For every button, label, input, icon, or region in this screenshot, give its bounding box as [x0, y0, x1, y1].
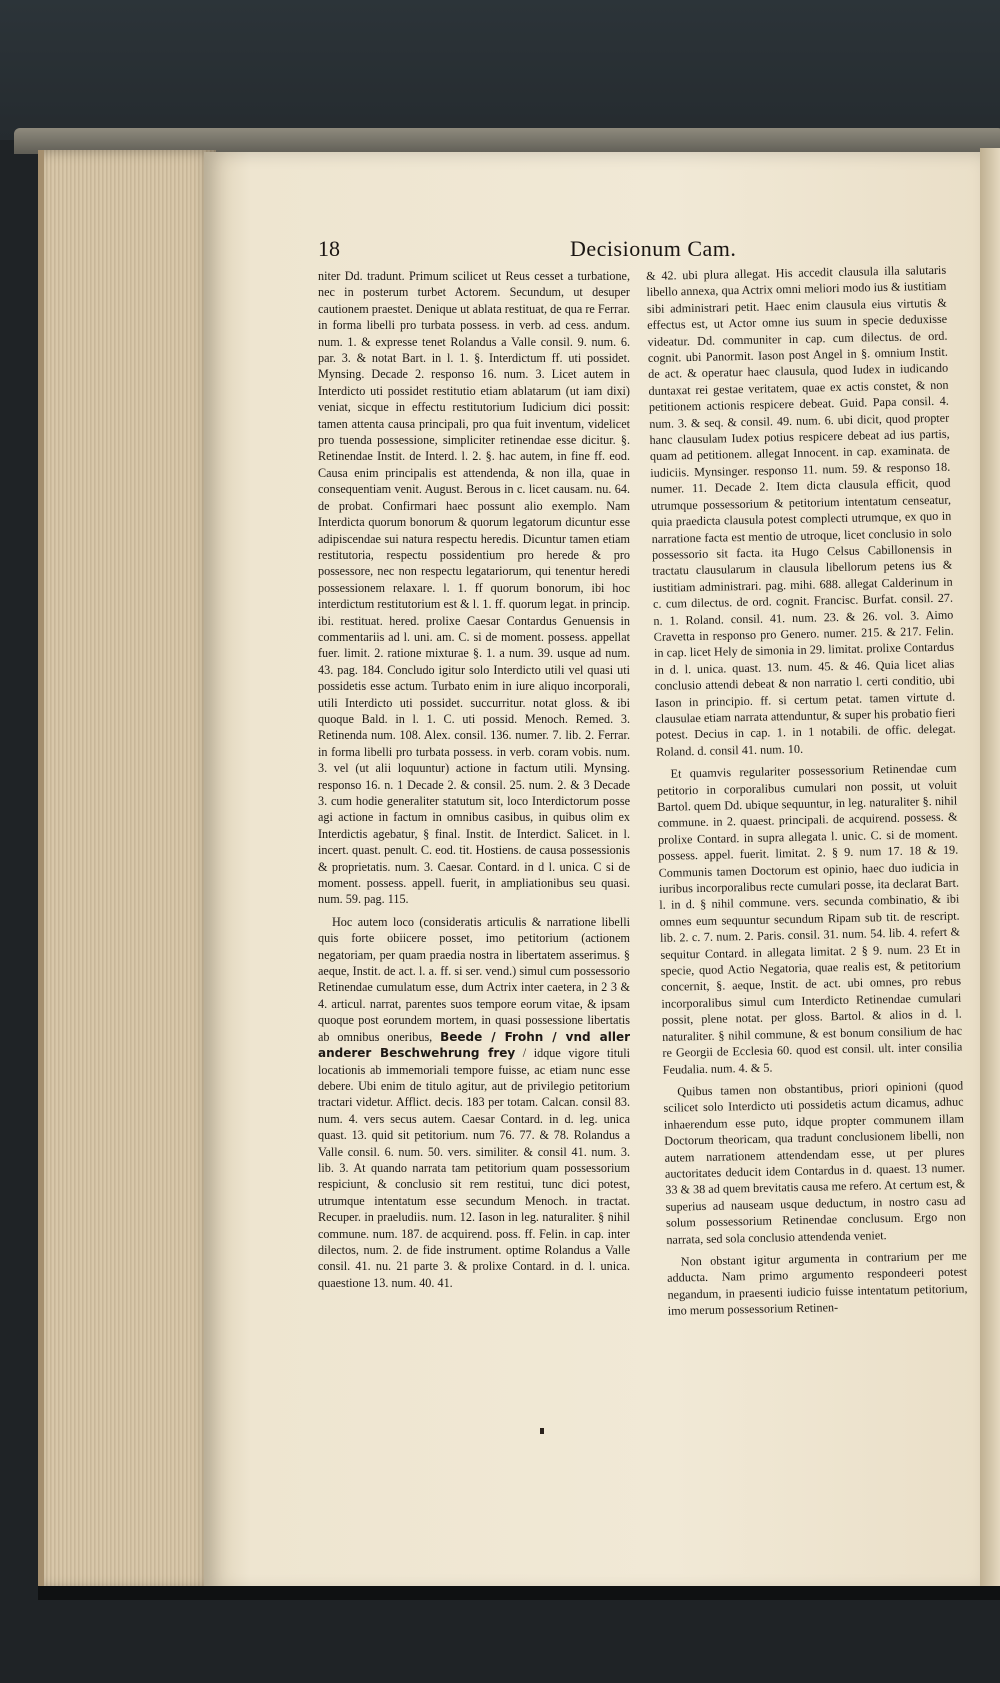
paragraph-text: / idque vigore tituli locationis ab immemoriali tempore fuisse, ac etiam nunc esse debere. Ubi enim de titulo agitur, aut de privilegio petitorium tractari videtur. Afflict. decis. 183 per totam. Calcan. consil 83. num. 4. vers secus autem. Caesar Contard. in d. leg. unica quast. 13. quid sit petitorium. num 76. 77. & 78. Rolandus a Valle consil. 6. num. 50. vers. similiter. & consil 41. num. 3. lib. 3. At quando narrata tam petitorium quam possessorium respiciunt, & conclusio sit rem restitui, tunc dici potest, utrumque intentatum esse secundum Menoch. in tractat. Recuper. in praeludiis. num. 12. Iason in leg. naturaliter. § nihil commune. num. 187. de acquirend. poss. ff. Felin. in cap. inter dilectos, num. 2. de fide instrument. optime Rolandus a Valle consil. 41. nu. 21 parte 3. & prolixe Contard. in d. l. unica. quaestione 13. num. 40. 41. — [318, 1046, 630, 1290]
backdrop — [0, 0, 1000, 140]
book-bottom-shadow — [38, 1586, 1000, 1600]
paragraph: Quibus tamen non obstantibus, priori opinioni (quod scilicet solo Interdicto uti possidetis actum dicamus, adhuc inhaerendum esse puto, idque propter communem illam Doctorum theoricam, qua tradunt conclusionem libelli, non autem narrationem attendendam esse, ut per plures auctoritates deducit idem Contardus in d. quaest. 13 numer. 33 & 38 ad quem brevitatis causa me refero. At certum est, & superius ad nauseam usque deductum, in nostro casu ad solum possessorium Retinendae conclusum. Ergo non narrata, sed sola conclusio attendenda veniet. — [663, 1078, 967, 1247]
paragraph: niter Dd. tradunt. Primum scilicet ut Reus cesset a turbatione, nec in posterum turbet Actorem. Secundum, ut desuper cautionem praestet. Denique ut ablata restituat, de qua re Ferrar. in forma libelli pro turbata possess. in verb. ad cess. andum. num. 1. & expresse tenet Rolandus a Valle consil. 9. num. 6. par. 3. & notat Bart. in l. 1. §. Interdictum ff. uti possidet. Mynsing. Decade 2. responso 16. num. 3. Licet autem in Interdicto uti possidet restitutio etiam ablatarum (ut iam dixi) veniat, sicque in effectu restitutorium Iudicium dici possit: tamen attenta causa principali, pro qua fuit inventum, videlicet pro tuenda possessione, simpliciter retinendae esse dicitur. §. Retinendae Instit. de Interd. l. 2. §. hac autem, in fine ff. eod. Causa enim principalis est attendenda, & non illa, quae in consequentiam venit. August. Berous in c. licet causam. nu. 64. de probat. Confirmari haec possunt alio exemplo. Nam Interdicta quorum bonorum & quorum legatorum dicuntur esse adipiscendae sui natura respectu heredis. Dicuntur tamen etiam restitutoria, respectu possidentium pro herede & pro possessore, nec non respectu legatariorum, qui tenentur heredi possessionem relaxare. l. 1. ff quorum bonorum, ibi hoc interdictum restitutorium est & l. 1. ff. quorum legat. in princip. ibi. restituat. hered. prolixe Caesar Contardus Genuensis in commentariis ad l. uni. am. C. si de moment. possess. appellat fuer. limit. 2. ratione mixturae §. 1. a num. 39. usque ad num. 43. pag. 184. Concludo igitur solo Interdicto utili vel quasi uti possidetis esse actum. Turbato enim in iure aliquo incorporali, utili Interdicto uti possidet. succurritur. notat gloss. & ibi quoque Bald. in l. 1. C. uti possid. Menoch. Remed. 3. Retinenda num. 108. Alex. consil. 136. numer. 7. lib. 2. Ferrar. in forma libelli pro turbata possess. in verb. coram vobis. num. 3. vel (ut alii loquuntur) actione in factum utili. Mynsing. responso 16. n. 1 Decade 2. & consil. 25. num. 2. & 3 Decade 3. cum hodie generaliter statutum sit, loco Interdictorum posse agi actione in factum in omnibus casibus, in quibus olim ex Interdictis agebatur, § final. Instit. de Interdict. Salicet. in l. incert. quast. penult. C. eod. tit. Hostiens. de causa possessionis & proprietatis. num. 3. Caesar. Contard. in d l. unica. C si de moment. possess. appell. fuerit, in ampliationibus seu quasi. num. 59. pag. 115. — [318, 269, 630, 907]
text-column-left — [318, 268, 630, 1404]
facing-page-edge — [980, 148, 1000, 1593]
paragraph: Et quamvis regulariter possessorium Retinendae cum petitorio in corporalibus cumulari non possit, ut voluit Bartol. quem Dd. ubique sequuntur, in leg. naturaliter §. nihil commune. in 2. quaest. principali. de acquirend. possess. & prolixe Contard. in supra allegata l. unic. C. si de moment. possess. appel. fuerit. limitat. 2. § 9. num 17. 18 & 19. Communis tamen Doctorum est opinio, haec duo iudicia in iuribus incorporalibus recte cumulari posse, ita declarat Bart. l. in d. § nihil commune. vers. secunda combinatio, & ibi omnes eum sequuntur secundum Ripam sub tit. de rescript. lib. 2. c. 7. num. 2. Paris. consil. 31. num. 54. lib. 4. refert & sequitur Contard. in allegata limitat. 2 § 9. num. 23 Et in specie, quod Actio Negatoria, quae realis est, & petitorium concernit, §. aeque, Instit. de act. ubi omnes, pro rebus incorporalibus simul cum Interdicto Retinendae cumulari possit, plene notat. per gloss. Bartol. & alios in d. l. naturaliter. § nihil commune, & est bonum consilium de hac re Georgii de Ecclesia 60. quod est consil. ult. inter consilia Feudalia. num. 4. & 5. — [656, 760, 963, 1077]
paragraph: Non obstant igitur argumenta in contrarium per me adducta. Nam primo argumento respondeeri potest negandum, in praesenti iudicio fuisse intentatum petitorium, imo merum possessorium Retinen- — [667, 1248, 968, 1318]
paragraph — [318, 914, 630, 1291]
running-title: Decisionum Cam. — [570, 236, 737, 261]
blackletter-phrase: Beede / Frohn / vnd aller anderer Beschwehrung frey — [318, 1029, 630, 1061]
page-header — [318, 236, 938, 266]
paragraph-text: Hoc autem loco (consideratis articulis & narratione libelli quis forte obiicere posset, imo petitorium (actionem negatoriam, per quam praedia nostra in libertatem asserimus. § aeque, Instit. de act. l. a. ff. si ser. vend.) simul cum possessorio Retinendae cumulatum esse, dum Actrix inter caetera, in 2 3 & 4. articul. narrat, parentes suos tempore eorum vitae, & ipsam quoque post eorundem mortem, in quasi possessione libertatis ab omnibus oneribus, — [318, 914, 630, 1044]
paragraph: & 42. ubi plura allegat. His accedit clausula illa salutaris libello annexa, qua Actrix omni meliori modo ius & iustitiam sibi administrari petit. Haec enim clausula eius virtutis & effectus est, ut Actor omne ius suum in specie deduxisse videatur. Dd. communiter in cap. cum dilectus. de ord. cognit. ubi Panormit. Iason post Angel in §. omnium Instit. de act. & operatur haec clausula, quod Iudex in iudicando duntaxat rei gestae veritatem, quae ex actis constet, & non petitionem actionis respicere debeat. Guid. Papa consil. 4. num. 3. & seq. & consil. 49. num. 6. ubi dicit, quod propter hanc clausulam Iudex potius respicere debeat ad ius partis, quam ad petitionem. allegat Innocent. in cap. examinata. de iudiciis. Mynsinger. responso 11. num. 59. & responso 18. numer. 11. Decade 2. Item dicta clausula efficit, quod utrumque possessorium & petitorium intentatum censeatur, quia praedicta clausula potest complecti utrumque, ex quo in narratione facta est mentio de utroque, licet conclusio in solo possessorio sit facta. ita Hugo Celsus Cabillonensis in tractatu clausularum in clausula libellorum petens ius & iustitiam administrari. pag. mihi. 688. allegat Calderinum in c. cum dilectus. de ord. cognit. Francisc. Burfat. consil. 27. n. 1. Roland. consil. 41. num. 23. & 26. vol. 3. Aimo Cravetta in responso pro Genero. numer. 215. & 217. Felin. in cap. licet Hely de simonia in 29. limitat. prolixe Contardus in d. l. unica. quast. 13. num. 45. & 46. Quia licet alias conclusio attendi debeat & non narratio l. certi conditio, ubi Iason in principio. ff. si certum petat. tamen virtute d. clausulae etiam narrata attenduntur, & super his probatio fieri potest. Decius in cap. 1. in 1 notabili. de offic. delegat. Roland. d. consil 41. num. 10. — [646, 262, 956, 759]
page-edges — [38, 150, 216, 1590]
text-column-right — [646, 262, 970, 1404]
page-number: 18 — [318, 236, 340, 261]
footer-mark — [540, 1428, 544, 1434]
